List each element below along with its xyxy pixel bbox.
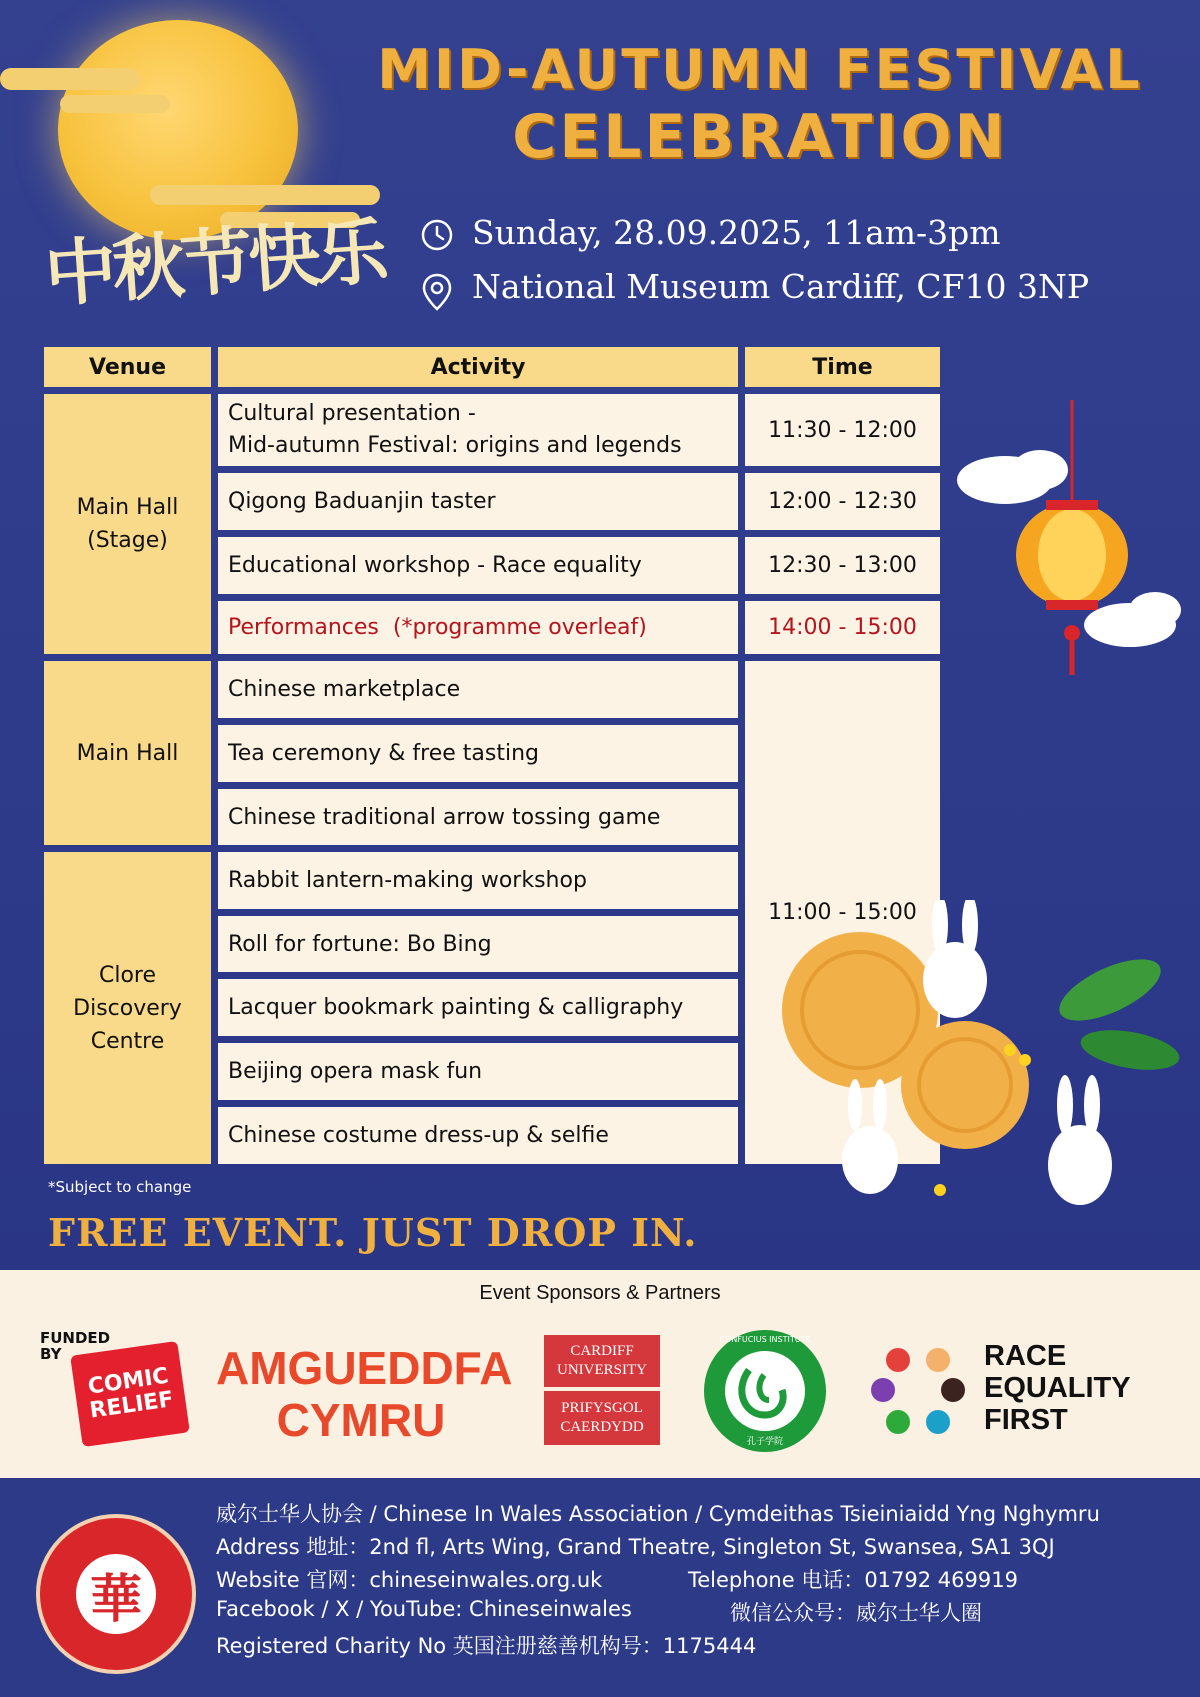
subject-to-change-note: *Subject to change xyxy=(48,1178,192,1196)
confucius-institute-logo xyxy=(704,1330,826,1452)
activity-cell: Beijing opera mask fun xyxy=(218,1043,738,1100)
time-cell: 12:00 - 12:30 xyxy=(745,473,940,530)
title-line-2: CELEBRATION xyxy=(512,102,1008,172)
footer-telephone: Telephone 电话：01792 469919 xyxy=(688,1568,1018,1592)
lantern-illustration xyxy=(950,400,1190,680)
race-equality-first-text: RACE EQUALITY FIRST xyxy=(984,1340,1131,1436)
activity-cell: Chinese marketplace xyxy=(218,661,738,718)
activity-cell: Chinese traditional arrow tossing game xyxy=(218,789,738,845)
activity-cell: Chinese costume dress-up & selfie xyxy=(218,1107,738,1164)
sponsors-section xyxy=(0,1270,1200,1478)
time-cell-all-day: 11:00 - 15:00 xyxy=(745,661,940,1164)
free-event-banner: FREE EVENT. JUST DROP IN. xyxy=(48,1210,698,1255)
cardiff-university-top: CARDIFF UNIVERSITY xyxy=(544,1335,660,1387)
header-activity: Activity xyxy=(218,347,738,387)
footer-address: Address 地址：2nd fl, Arts Wing, Grand Theatre, Singleton St, Swansea, SA1 3QJ xyxy=(216,1535,1055,1559)
footer xyxy=(0,1478,1200,1697)
header-venue: Venue xyxy=(44,347,211,387)
event-date-time: Sunday, 28.09.2025, 11am-3pm xyxy=(472,213,1001,252)
activity-cell: Lacquer bookmark painting & calligraphy xyxy=(218,979,738,1036)
footer-website: Website 官网：chineseinwales.org.uk xyxy=(216,1568,603,1592)
activity-cell: Educational workshop - Race equality xyxy=(218,537,738,594)
cwa-logo-char: 華 xyxy=(76,1554,156,1634)
cwa-logo xyxy=(36,1514,196,1674)
activity-cell: Tea ceremony & free tasting xyxy=(218,725,738,782)
activity-cell-performances: Performances (*programme overleaf) xyxy=(218,601,738,654)
cloud-illustration xyxy=(0,68,140,90)
cardiff-university-bottom: PRIFYSGOL CAERDYDD xyxy=(544,1391,660,1445)
location-pin-icon xyxy=(420,272,454,312)
amgueddfa-cymru-logo: AMGUEDDFA CYMRU xyxy=(216,1342,513,1446)
mooncake-rabbits-illustration xyxy=(780,900,1200,1270)
activity-cell: Cultural presentation - Mid-autumn Festival: origins and legends xyxy=(218,394,738,466)
funded-by-label: FUNDED BY xyxy=(40,1329,111,1363)
footer-social: Facebook / X / YouTube: Chineseinwales xyxy=(216,1597,632,1621)
activity-cell: Rabbit lantern-making workshop xyxy=(218,852,738,909)
race-equality-first-logo xyxy=(868,1340,1168,1440)
footer-charity-number: Registered Charity No 英国注册慈善机构号：1175444 xyxy=(216,1634,757,1658)
header-time: Time xyxy=(745,347,940,387)
event-location: National Museum Cardiff, CF10 3NP xyxy=(472,267,1090,306)
hands-icon xyxy=(868,1340,968,1440)
sponsors-title: Event Sponsors & Partners xyxy=(479,1282,721,1304)
time-cell-performances: 14:00 - 15:00 xyxy=(745,601,940,654)
confucius-institute-label: CONFUCIUS INSTITUTE xyxy=(719,1335,811,1344)
venue-main-hall: Main Hall xyxy=(44,661,211,845)
cloud-illustration xyxy=(60,95,170,113)
cardiff-university-logo xyxy=(544,1335,660,1445)
clock-icon xyxy=(420,218,454,252)
comic-relief-logo xyxy=(40,1330,190,1450)
venue-clore-discovery-centre: Clore Discovery Centre xyxy=(44,852,211,1164)
time-cell: 12:30 - 13:00 xyxy=(745,537,940,594)
venue-main-hall-stage: Main Hall (Stage) xyxy=(44,394,211,654)
activity-cell: Roll for fortune: Bo Bing xyxy=(218,916,738,972)
confucius-institute-chinese: 孔子学院 xyxy=(746,1437,783,1447)
time-cell: 11:30 - 12:00 xyxy=(745,394,940,466)
footer-wechat: 微信公众号：威尔士华人圈 xyxy=(730,1601,982,1625)
activity-cell: Qigong Baduanjin taster xyxy=(218,473,738,530)
chinese-greeting: 中秋节快乐 xyxy=(41,208,387,317)
footer-organisation: 威尔士华人协会 / Chinese In Wales Association / Cymdeithas Tsieiniaidd Yng Nghymru xyxy=(216,1502,1100,1526)
comic-relief-name: COMIC RELIEF xyxy=(70,1341,190,1447)
title-line-1: MID-AUTUMN FESTIVAL xyxy=(377,38,1143,101)
